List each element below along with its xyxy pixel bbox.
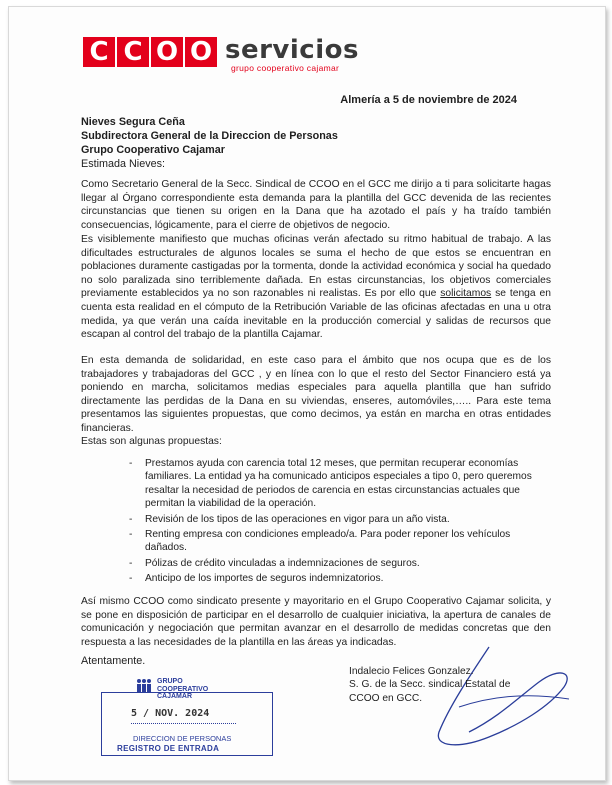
logo-letter: C — [83, 37, 115, 67]
logo-letter: O — [185, 37, 217, 67]
proposals-intro: Estas son algunas propuestas: — [81, 436, 222, 447]
stamp-name-line: COOPERATIVO — [157, 685, 209, 693]
letter-page — [8, 6, 606, 781]
addressee-company: Grupo Cooperativo Cajamar — [81, 144, 225, 156]
list-item — [129, 513, 549, 526]
logo-letter: C — [117, 37, 149, 67]
paragraph: Así mismo CCOO como sindicato presente y mayoritario en el Grupo Cooperativo Cajamar solicita, y se pone en disposición de participar en el desarrollo de cualquier iniciativa, la apertura de canales de comunicación y negociación que permitan avanzar en el desarrollo de medidas concretas que den respuesta a las necesidades de la plantilla en las áreas ya indicadas. — [81, 596, 551, 648]
addressee-title: Subdirectora General de la Direccion de Personas — [81, 130, 338, 142]
paragraph-text: se tenga en cuenta esta realidad en el cómputo de la Retribución Variable de las oficinas afectadas en una u otra medida, ya que verán una caída inevitable en la producción comercial y salidas de recursos que escapan al control del trabajo de la plantilla Cajamar. — [81, 288, 551, 341]
paragraph — [81, 233, 551, 342]
bullet-dash: - — [129, 529, 133, 541]
list-item-text: Pólizas de crédito vinculadas a indemnizaciones de seguros. — [145, 557, 420, 569]
paragraph-text: Es visiblemente manifiesto que muchas oficinas verán afectado su ritmo habitual de trabajo. A las dificultades estructurales de algunos locales se suma el hecho de que estos se encuentran en poblaciones duramente castigadas por la tormenta, donde la actividad económica y social ha quedado no solo paralizada sino terriblemente dañada. En estas circunstancias, los objetivos comerciales previamente establecidos ya no son razonables ni realistas. Es por ello que — [81, 234, 551, 300]
bullet-dash: - — [129, 573, 133, 585]
list-item-text: Revisión de los tipos de las operaciones en vigor para un año vista. — [145, 513, 450, 525]
signer-name: Indalecio Felices Gonzalez. — [349, 666, 474, 677]
paragraph: Como Secretario General de la Secc. Sindical de CCOO en el GCC me dirijo a ti para solicitarte hagas llegar al Órgano correspondiente esta demanda para la plantilla del GCC devenida de las recientes circunstancias que tienen su origen en la Dana que ha azotado el país y ha traído también consecuencias, lógicamente, para el cierre de objetivos de negocio. — [81, 179, 551, 231]
closing: Atentamente. — [81, 655, 146, 667]
signer-role: S. G. de la Secc. sindical Estatal de — [349, 679, 511, 691]
stamp-divider — [131, 723, 236, 724]
stamp-name-line: CAJAMAR — [157, 693, 192, 700]
ccoo-logo — [83, 37, 217, 67]
signer-org: CCOO en GCC. — [349, 692, 423, 704]
list-item-text: Renting empresa con condiciones empleado/a. Para poder reponer los vehículos dañados. — [145, 529, 511, 554]
stamp-department: DIRECCION DE PERSONAS — [133, 734, 232, 743]
underlined-text: solicitamos — [440, 288, 492, 300]
list-item — [129, 528, 549, 555]
bullet-dash: - — [129, 458, 133, 469]
list-item-text: Prestamos ayuda con carencia total 12 meses, que permitan recuperar economías familiares. La entidad ya ha comunicado anticipos especiales a tipo 0, pero queremos resaltar la necesidad de periodos de carencia en estas circunstancias actuales que permitan la viabilidad de la operación. — [145, 458, 532, 510]
list-item — [129, 457, 549, 511]
logo-word: servicios — [225, 35, 359, 65]
addressee-block — [81, 115, 338, 157]
logo-letter: O — [151, 37, 183, 67]
stamp-name-line: GRUPO — [157, 678, 183, 685]
stamp-registry: REGISTRO DE ENTRADA — [117, 744, 220, 753]
addressee-name: Nieves Segura Ceña — [81, 116, 185, 128]
bullet-dash: - — [129, 513, 133, 525]
proposals-list — [129, 457, 549, 588]
list-item — [129, 572, 549, 585]
list-item-text: Anticipo de los importes de seguros indemnizatorios. — [145, 573, 384, 585]
logo-subtitle: grupo cooperativo cajamar — [231, 63, 340, 73]
stamp-date: 5 / NOV. 2024 — [131, 708, 210, 719]
list-item — [129, 557, 549, 570]
paragraph: En esta demanda de solidaridad, en este caso para el ámbito que nos ocupa que es de los trabajadores y trabajadoras del GCC , y en línea con lo que el resto del Sector Financiero está ya poniendo en marcha, solicitamos medias especiales para aquella plantilla que han sufrido directamente las perdidas de la Dana en su viviendas, enseres, automóviles,….. Para este tema presentamos las siguientes propuestas, que como decimos, ya están en marcha en otras entidades financieras. — [81, 355, 551, 434]
signature-block — [349, 665, 510, 705]
registry-stamp — [91, 678, 273, 758]
bullet-dash: - — [129, 557, 133, 569]
letter-date: Almería a 5 de noviembre de 2024 — [340, 94, 517, 106]
greeting: Estimada Nieves: — [81, 158, 166, 170]
